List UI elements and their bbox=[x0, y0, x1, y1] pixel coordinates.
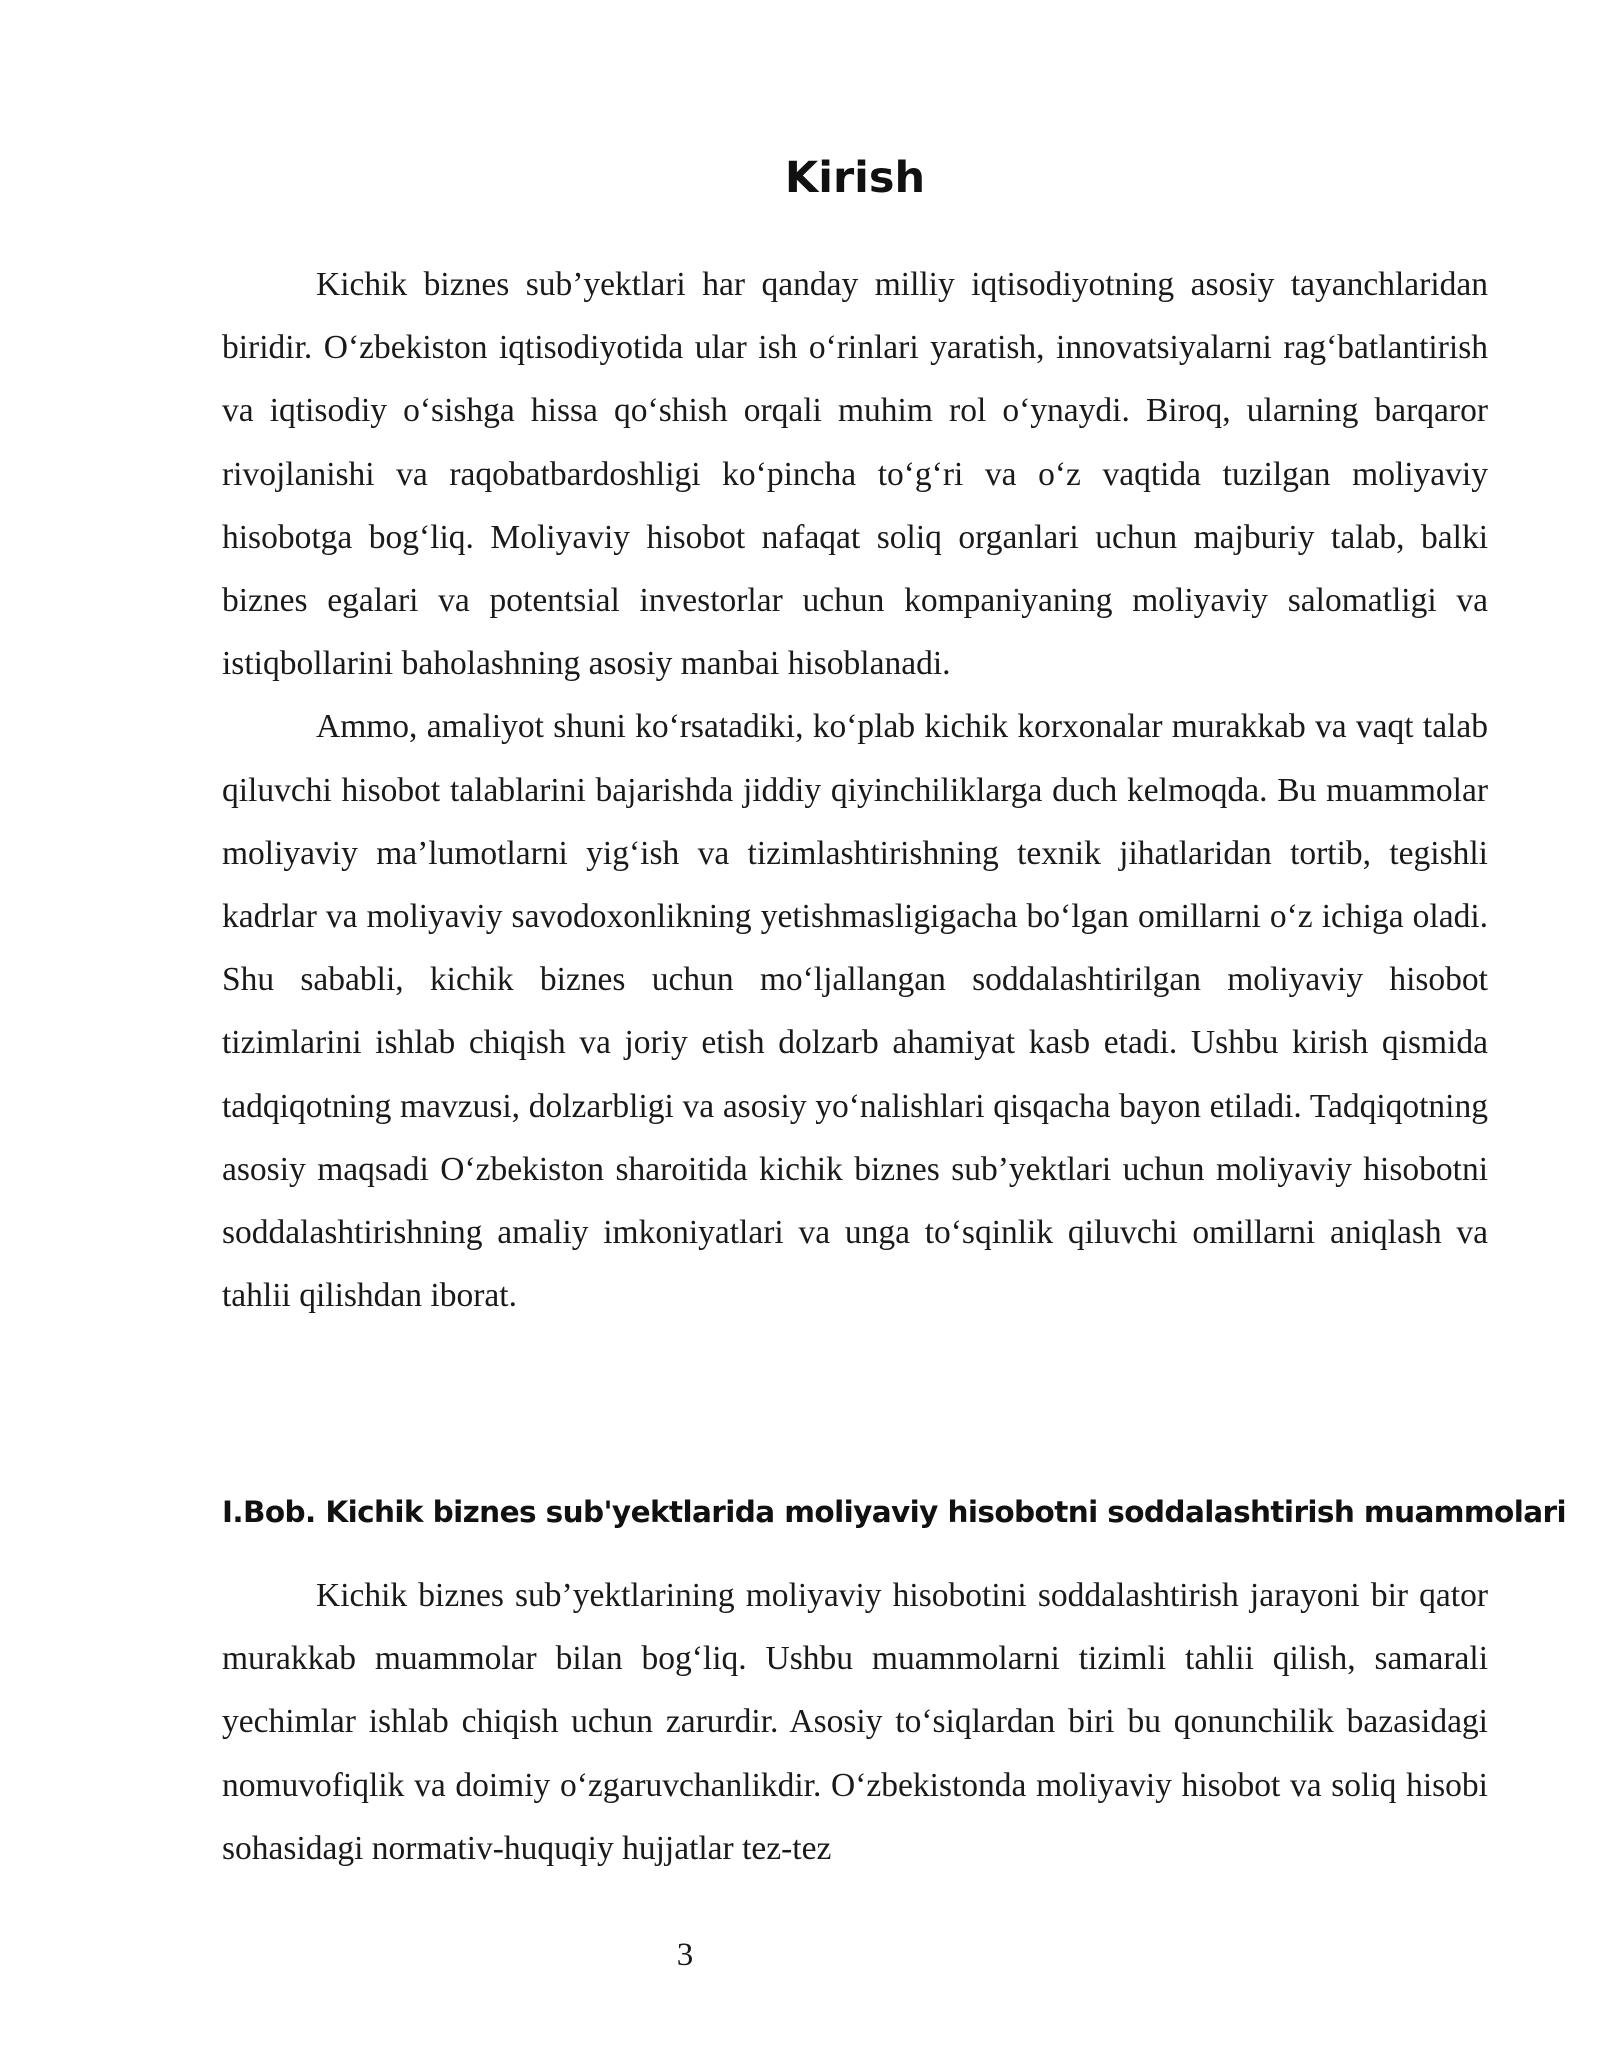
page-number: 3 bbox=[676, 1937, 694, 1973]
chapter-heading: I.Bob. Kichik biznes sub'yektlarida moliyaviy hisobotni soddalashtirish muammolari bbox=[222, 1495, 1566, 1529]
intro-section bbox=[222, 253, 1488, 1327]
intro-paragraph-1: Kichik biznes sub’yektlari har qanday milliy iqtisodiyotning asosiy tayanchlaridan biridir. O‘zbekiston iqtisodiyotida ular ish o‘rinlari yaratish, innovatsiyalarni rag‘batlantirish va iqtisodiy o‘sishga hissa qo‘shish orqali muhim rol o‘ynaydi. Biroq, ularning barqaror rivojlanishi va raqobatbardoshligi ko‘pincha to‘g‘ri va o‘z vaqtida tuzilgan moliyaviy hisobotga bog‘liq. Moliyaviy hisobot nafaqat soliq organlari uchun majburiy talab, balki biznes egalari va potentsial investorlar uchun kompaniyaning moliyaviy salomatligi va istiqbollarini baholashning asosiy manbai hisoblanadi. bbox=[222, 266, 1488, 683]
chapter-paragraph: Kichik biznes sub’yektlarining moliyaviy hisobotini soddalashtirish jarayoni bir qator murakkab muammolar bilan bog‘liq. Ushbu muammolarni tizimli tahlii qilish, samarali yechimlar ishlab chiqish uchun zarurdir. Asosiy to‘siqlardan biri bu qonunchilik bazasidagi nomuvofiqlik va doimiy o‘zgaruvchanlikdir. O‘zbekistonda moliyaviy hisobot va soliq hisobi sohasidagi normativ-huquqiy hujjatlar tez-tez bbox=[222, 1577, 1488, 1867]
page-title: Kirish bbox=[784, 153, 926, 203]
chapter-body bbox=[222, 1564, 1488, 1867]
intro-paragraph-2: Ammo, amaliyot shuni ko‘rsatadiki, ko‘plab kichik korxonalar murakkab va vaqt talab qiluvchi hisobot talablarini bajarishda jiddiy qiyinchiliklarga duch kelmoqda. Bu muammolar moliyaviy ma’lumotlarni yig‘ish va tizimlashtirishning texnik jihatlaridan tortib, tegishli kadrlar va moliyaviy savodoxonlikning yetishmasligigacha bo‘lgan omillarni o‘z ichiga oladi. Shu sababli, kichik biznes uchun mo‘ljallangan soddalashtirilgan moliyaviy hisobot tizimlarini ishlab chiqish va joriy etish dolzarb ahamiyat kasb etadi. Ushbu kirish qismida tadqiqotning mavzusi, dolzarbligi va asosiy yo‘nalishlari qisqacha bayon etiladi. Tadqiqotning asosiy maqsadi O‘zbekiston sharoitida kichik biznes sub’yektlari uchun moliyaviy hisobotni soddalashtirishning amaliy imkoniyatlari va unga to‘sqinlik qiluvchi omillarni aniqlash va tahlii qilishdan iborat. bbox=[222, 708, 1488, 1315]
